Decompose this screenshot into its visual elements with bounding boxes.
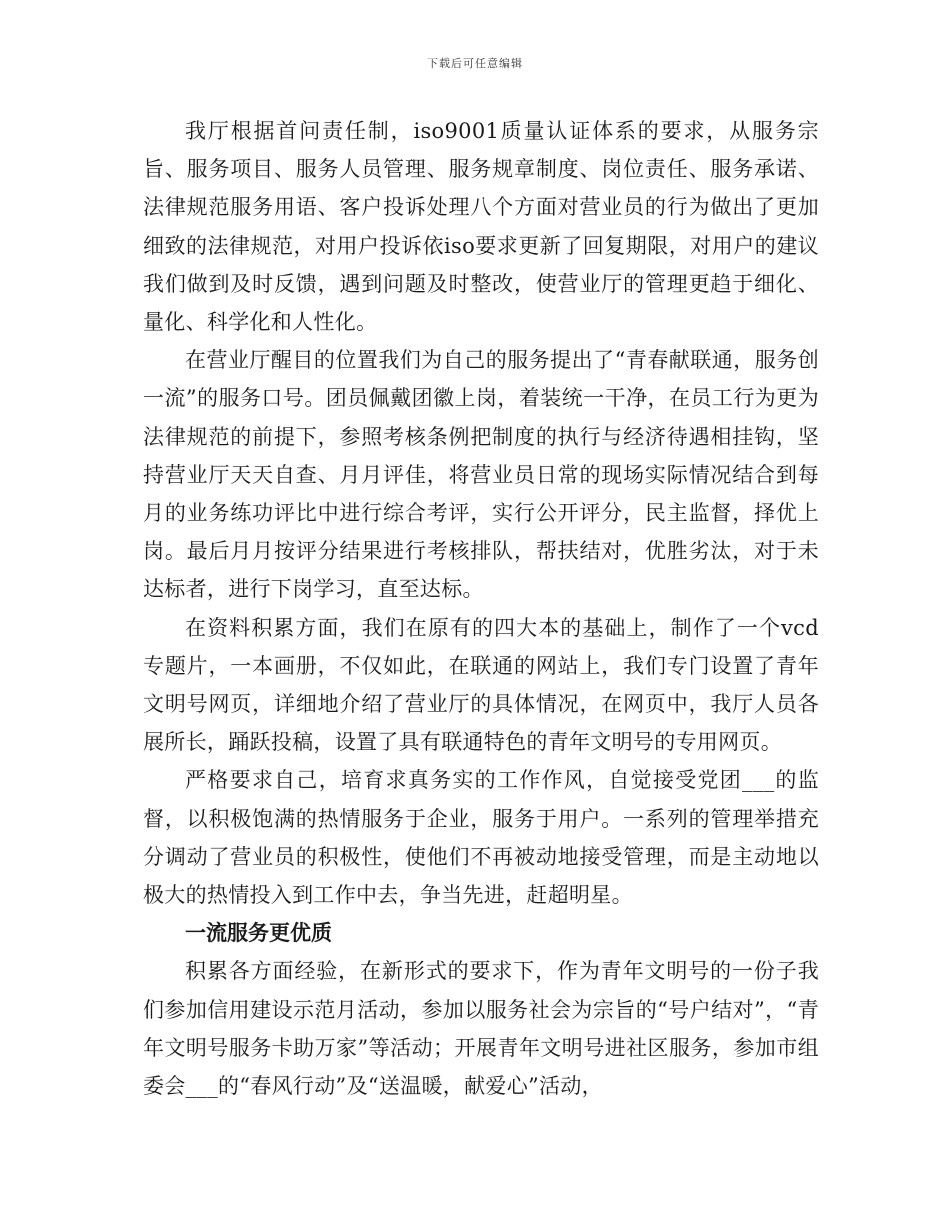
document-body: [143, 112, 819, 1105]
paragraph-work-style: 严格要求自己，培育求真务实的工作作风，自觉接受党团___的监督，以积极饱满的热情服务于企业，服务于用户。一系列的管理举措充分调动了营业员的积极性，使他们不再被动地接受管理，而是主动地以极大的热情投入到工作中去，争当先进，赶超明星。: [143, 768, 819, 908]
paragraph-activities: 积累各方面经验，在新形式的要求下，作为青年文明号的一份子我们参加信用建设示范月活动，参加以服务社会为宗旨的“号户结对”，“青年文明号服务卡助万家”等活动；开展青年文明号进社区服务，参加市组委会___的“春风行动”及“送温暖，献爱心”活动，: [143, 959, 819, 1099]
paragraph-materials: 在资料积累方面，我们在原有的四大本的基础上，制作了一个vcd专题片，一本画册，不仅如此，在联通的网站上，我们专门设置了青年文明号网页，详细地介绍了营业厅的具体情况，在网页中，我厅人员各展所长，踊跃投稿，设置了具有联通特色的青年文明号的专用网页。: [143, 615, 819, 755]
page-header-note: 下载后可任意编辑: [427, 57, 523, 70]
paragraph-service-standards: 我厅根据首问责任制，iso9001质量认证体系的要求，从服务宗旨、服务项目、服务人员管理、服务规章制度、岗位责任、服务承诺、法律规范服务用语、客户投诉处理八个方面对营业员的行为做出了更加细致的法律规范，对用户投诉依iso要求更新了回复期限，对用户的建议我们做到及时反馈，遇到问题及时整改，使营业厅的管理更趋于细化、量化、科学化和人性化。: [143, 119, 819, 335]
section-heading: 一流服务更优质: [185, 921, 332, 946]
paragraph-service-slogan: 在营业厅醒目的位置我们为自己的服务提出了“青春献联通，服务创一流”的服务口号。团员佩戴团徽上岗，着装统一干净，在员工行为更为法律规范的前提下，参照考核条例把制度的执行与经济待遇相挂钩，坚持营业厅天天自查、月月评佳，将营业员日常的现场实际情况结合到每月的业务练功评比中进行综合考评，实行公开评分，民主监督，择优上岗。最后月月按评分结果进行考核排队，帮扶结对，优胜劣汰，对于未达标者，进行下岗学习，直至达标。: [143, 348, 819, 602]
